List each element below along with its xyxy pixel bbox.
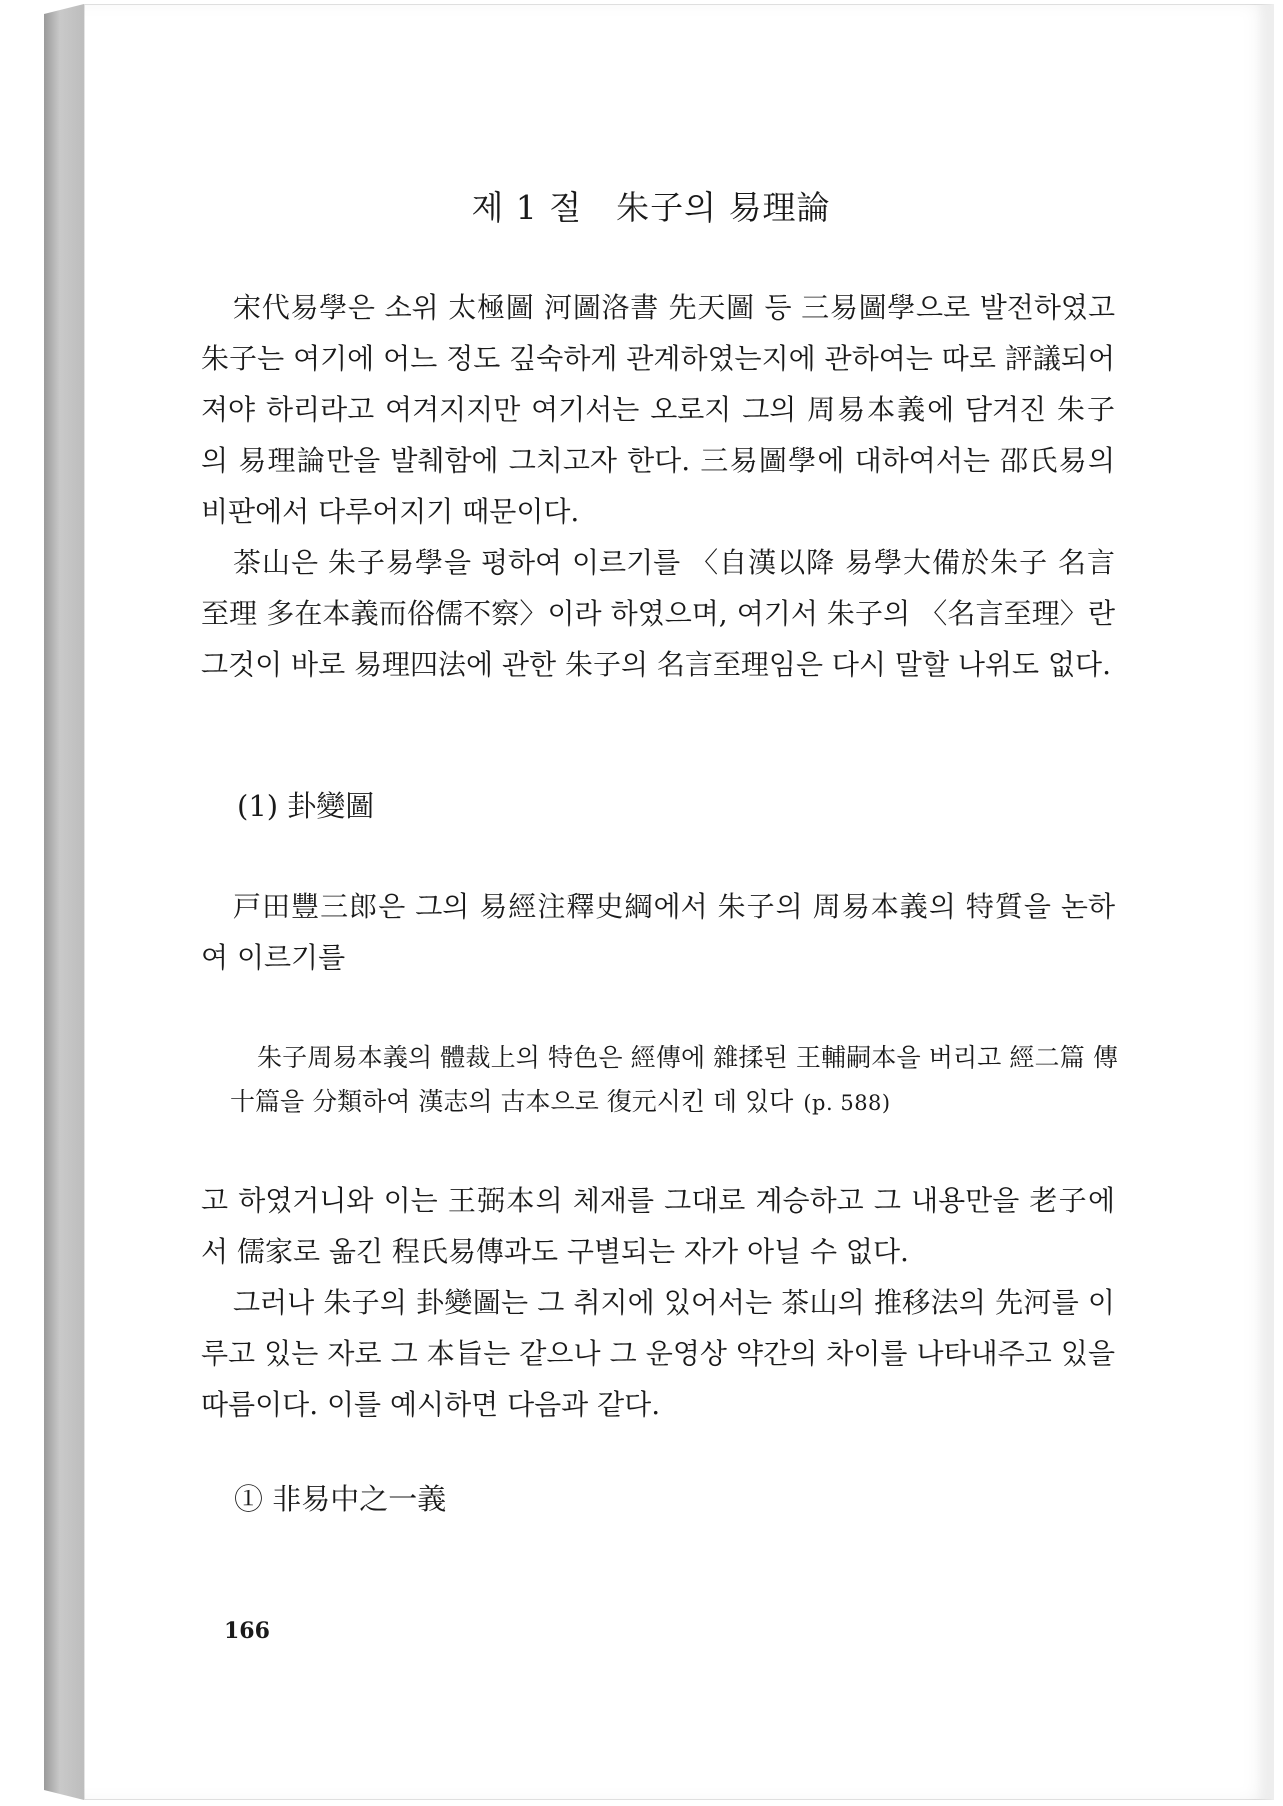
paragraph-1: 宋代易學은 소위 太極圖 河圖洛書 先天圖 등 三易圖學으로 발전하였고 朱子는 여기에 어느 정도 깊숙하게 관계하였는지에 관하여는 따로 評議되어져야 하리라고 여겨지지만 여기서는 오로지 그의 周易本義에 담겨진 朱子의 易理論만을 발췌함에 그치고자 한다. 三易圖學에 대하여서는 邵氏易의 비판에서 다루어지기 때문이다. — [201, 291, 1115, 528]
block-quote — [230, 1036, 1118, 1125]
book-spine — [44, 4, 84, 1800]
section-title: 제 1 절 朱子의 易理論 — [471, 188, 831, 227]
quote-text: 朱子周易本義의 體裁上의 特色은 經傳에 雜揉된 王輔嗣本을 버리고 經二篇 傳十篇을 分類하여 漢志의 古本으로 復元시킨 데 있다 — [230, 1043, 1118, 1116]
paragraph-2: 茶山은 朱子易學을 평하여 이르기를 〈自漢以降 易學大備於朱子 名言至理 多在本義而俗儒不察〉이라 하였으며, 여기서 朱子의 〈名言至理〉란 그것이 바로 易理四法에 관한 朱子의 名言至理임은 다시 말할 나위도 없다. — [201, 546, 1115, 681]
paragraph-4: 고 하였거니와 이는 王弼本의 체재를 그대로 계승하고 그 내용만을 老子에서 儒家로 옮긴 程氏易傳과도 구별되는 자가 아닐 수 없다. — [201, 1184, 1115, 1268]
paragraph-5: 그러나 朱子의 卦變圖는 그 취지에 있어서는 茶山의 推移法의 先河를 이루고 있는 자로 그 本旨는 같으나 그 운영상 약간의 차이를 나타내주고 있을 따름이다. 이를 예시하면 다음과 같다. — [201, 1286, 1115, 1421]
page-edge — [1256, 4, 1274, 1800]
paragraph-3: 戸田豐三郎은 그의 易經注釋史綱에서 朱子의 周易本義의 特質을 논하여 이르기를 — [201, 890, 1115, 974]
quote-citation: (p. 588) — [803, 1091, 891, 1115]
subheading-fei-yi-zhong-zhi-yi-yi: ① 非易中之一義 — [234, 1482, 447, 1516]
subheading-gua-bian-tu: (1) 卦變圖 — [237, 789, 375, 823]
page-number: 166 — [224, 1618, 270, 1644]
